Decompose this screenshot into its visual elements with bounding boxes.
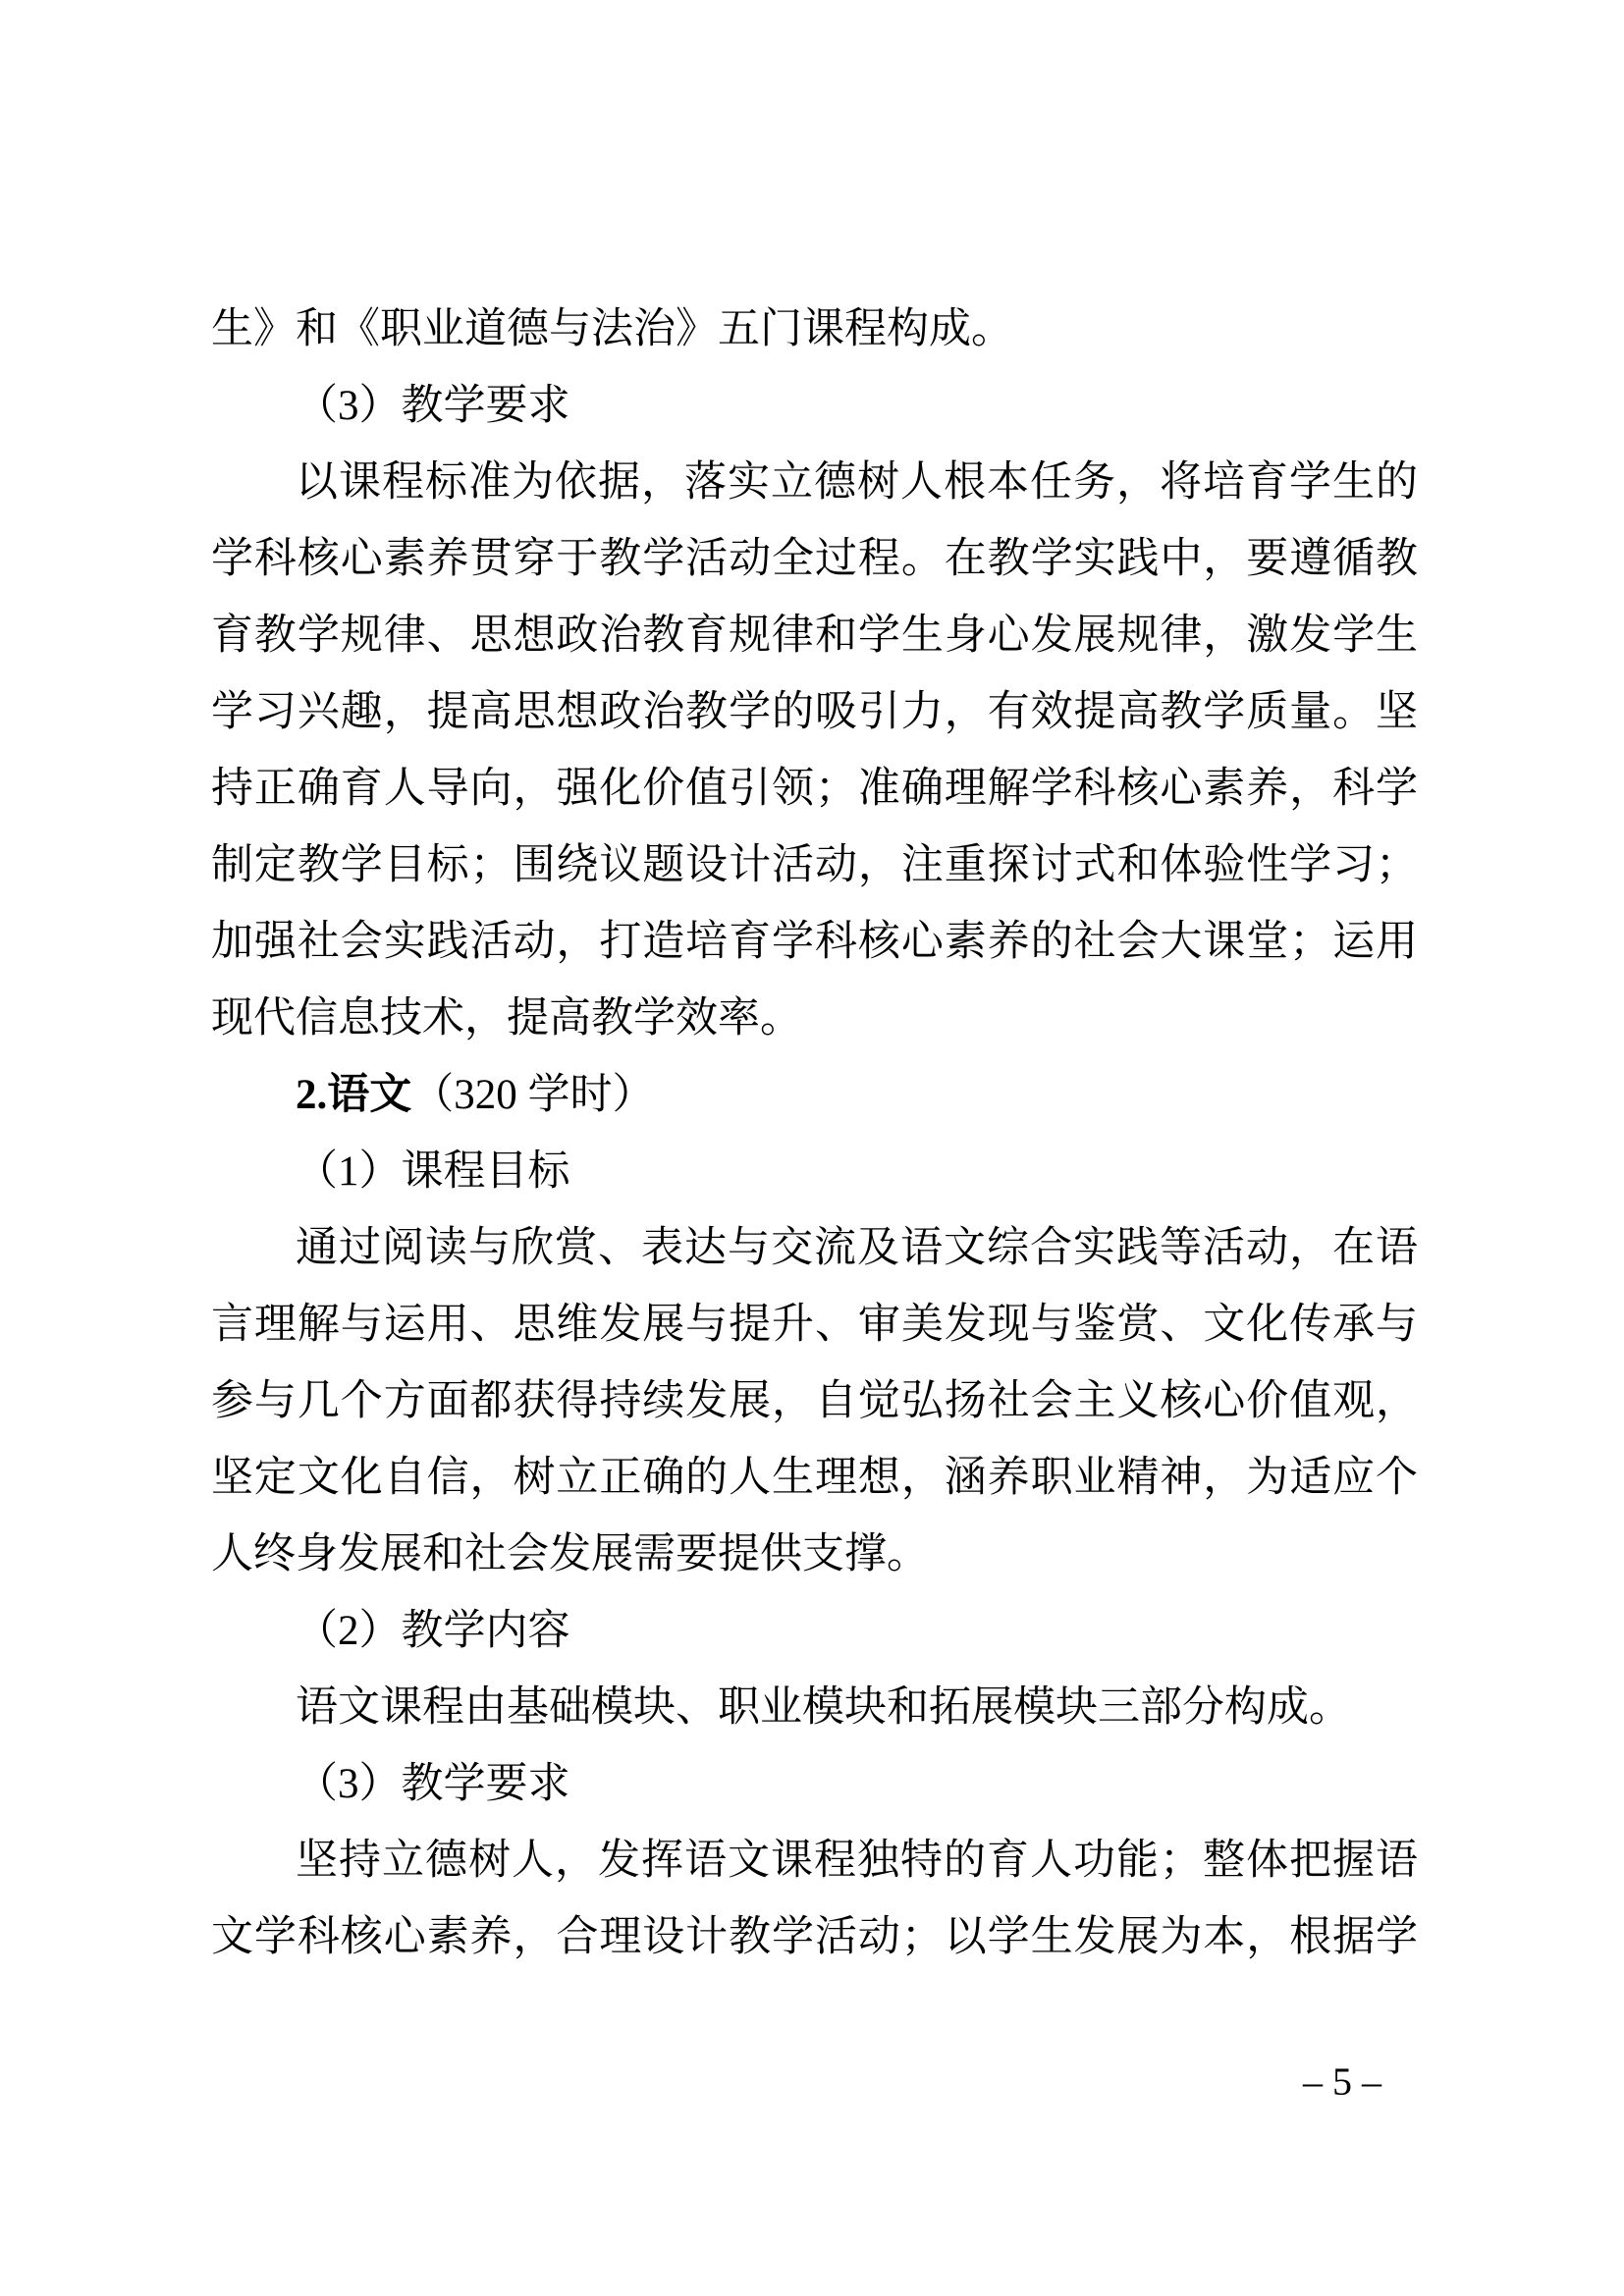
course-heading (211, 1057, 1418, 1134)
text-line: 人终身发展和社会发展需要提供支撑。 (211, 1531, 929, 1577)
text-line: 文学科核心素养，合理设计教学活动；以学生发展为本，根据学 (211, 1914, 1418, 1960)
page-number: – 5 – (1303, 2059, 1381, 2104)
text-line: 以课程标准为依据，落实立德树人根本任务，将培育学生的 (296, 459, 1418, 506)
text-line: 参与几个方面都获得持续发展，自觉弘扬社会主义核心价值观， (211, 1378, 1418, 1424)
subsection-heading: （2）教学内容 (296, 1608, 570, 1654)
text-line: 言理解与运用、思维发展与提升、审美发现与鉴赏、文化传承与 (211, 1302, 1418, 1348)
course-heading-hours: （320 学时） (411, 1072, 655, 1118)
text-line: 通过阅读与欣赏、表达与交流及语文综合实践等活动，在语 (296, 1225, 1418, 1271)
text-line: 制定教学目标；围绕议题设计活动，注重探讨式和体验性学习； (211, 842, 1418, 888)
text-line: 学科核心素养贯穿于教学活动全过程。在教学实践中，要遵循教 (211, 536, 1418, 582)
text-line: 加强社会实践活动，打造培育学科核心素养的社会大课堂；运用 (211, 919, 1418, 965)
document-body (211, 292, 1418, 1976)
subsection-heading: （3）教学要求 (296, 383, 570, 429)
subsection-heading: （1）课程目标 (296, 1148, 570, 1195)
text-line: 持正确育人导向，强化价值引领；准确理解学科核心素养，科学 (211, 766, 1418, 812)
text-line: 坚定文化自信，树立正确的人生理想，涵养职业精神，为适应个 (211, 1455, 1418, 1501)
subsection-heading: （3）教学要求 (296, 1761, 570, 1807)
text-line: 育教学规律、思想政治教育规律和学生身心发展规律，激发学生 (211, 613, 1418, 659)
text-line: 语文课程由基础模块、职业模块和拓展模块三部分构成。 (296, 1684, 1351, 1731)
text-line: 坚持立德树人，发挥语文课程独特的育人功能；整体把握语 (296, 1838, 1418, 1884)
text-line: 学习兴趣，提高思想政治教学的吸引力，有效提高教学质量。坚 (211, 689, 1418, 735)
text-line: 现代信息技术，提高教学效率。 (211, 995, 802, 1041)
text-line: 生》和《职业道德与法治》五门课程构成。 (211, 306, 1013, 352)
course-heading-number: 2.语文 (296, 1072, 412, 1118)
